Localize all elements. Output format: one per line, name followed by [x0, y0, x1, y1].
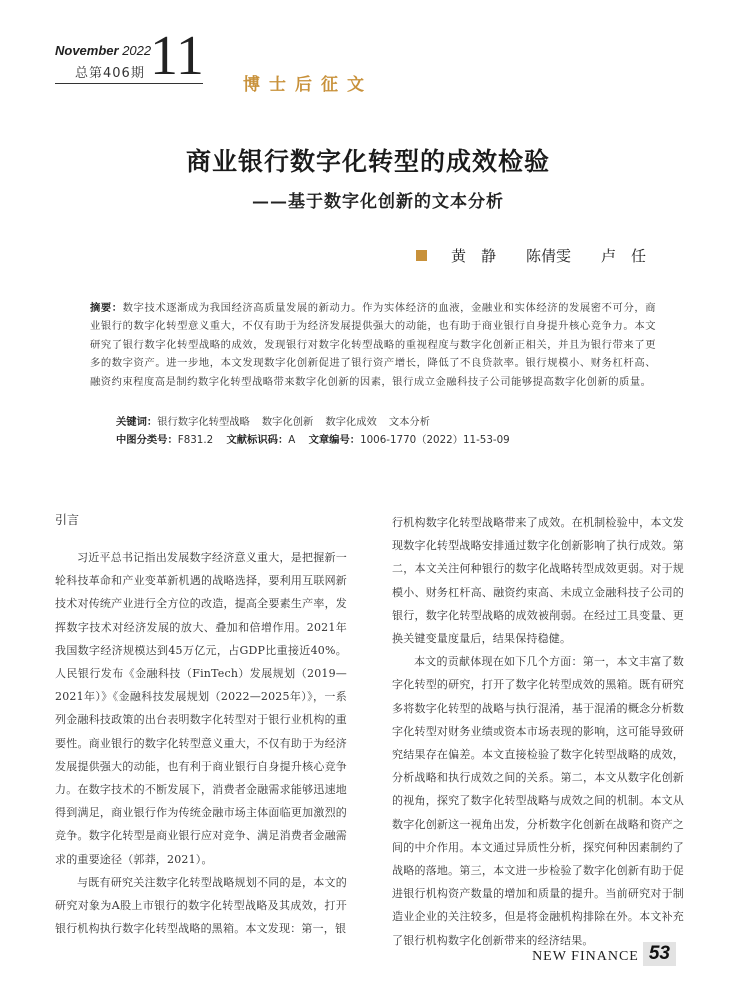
keywords-label: 关键词： [116, 416, 158, 428]
keyword: 数字化成效 [325, 416, 377, 428]
classification-line [116, 431, 520, 449]
abstract-text: 数字技术逐渐成为我国经济高质量发展的新动力。作为实体经济的血液，金融业和实体经济的发展密不可分，商业银行的数字化转型意义重大，不仅有助于为经济发展提供强大的动能，也有助于商业银行自身提升核心竞争力。本文研究了银行数字化转型战略的成效，发现银行对数字化转型战略的重视程度与数字化创新正相关，并且为银行带来了更多的数字资产。进一步地，本文发现数字化创新促进了银行资产增长，降低了不良贷款率。银行规模小、财务杠杆高、融资约束程度高是制约数字化转型战略带来数字化创新的因素，银行成立金融科技子公司能够提高数字化创新的质量。 [90, 302, 657, 388]
author-bullet-icon [416, 250, 427, 261]
journal-brand: NEW FINANCE [532, 949, 639, 964]
cls-label: 中图分类号： [116, 434, 178, 446]
author-name: 陈倩雯 [525, 247, 571, 265]
doc-code-value: A [288, 434, 296, 446]
cls-value: F831.2 [177, 434, 214, 446]
keyword: 银行数字化转型战略 [157, 416, 250, 428]
author-list [416, 245, 646, 266]
keywords [116, 413, 442, 431]
paragraph: 习近平总书记指出发展数字经济意义重大，是把握新一轮科技革命和产业变革新机遇的战略选择，要利用互联网新技术对传统产业进行全方位的改造，提高全要素生产率，发挥数字技术对经济发展的放大、叠加和倍增作用。2021年我国数字经济规模达到45万亿元，占GDP比重接近40%。人民银行发布《金融科技（FinTech）发展规划（2019—2021年）》《金融科技发展规划（2022—2025年）》，一系列金融科技政策的出台表明数字化转型对于银行业机构的重要性。商业银行的数字化转型意义重大，不仅有助于为经济发展提供强大的动能，也有利于商业银行自身提升核心竞争力。在数字技术的不断发展下，消费者金融需求能够迅速地得到满足，商业银行作为传统金融市场主体面临更加激烈的竞争。数字化转型是商业银行应对竞争、满足消费者金融需求的重要途径（郭莽，2021）。 [55, 551, 347, 866]
page-footer [532, 942, 676, 966]
doc-code-label: 文献标识码： [226, 434, 289, 446]
article-number-value: 1006-1770（2022）11-53-09 [360, 434, 510, 446]
paragraph: 与既有研究关注数字化转型战略规划不同的是，本文的研究对象为A股上市银行的数字化转型战略及其成效，打开银行机构执行数字化转型战略的黑箱。本文发现：第一，银 [55, 875, 347, 936]
issue-total: 总第406期 [75, 66, 145, 81]
issue-number: 11 [150, 25, 204, 87]
paragraph: 行机构数字化转型战略带来了成效。在机制检验中，本文发现数字化转型战略安排通过数字化创新影响了执行成效。第二，本文关注何种银行的数字化战略转型成效更弱。对于规模小、财务杠杆高、融资约束高、未成立金融科技子公司的银行，数字化转型战略的成效被削弱。在经过工具变量、更换关键变量度量后，结果保持稳健。 [392, 516, 684, 646]
article-number-label: 文章编号： [308, 434, 361, 446]
abstract-label: 摘要： [90, 302, 123, 314]
body-column-right [392, 511, 684, 952]
page-number: 53 [643, 942, 676, 966]
author-name: 卢 任 [600, 247, 646, 265]
body-column-left [55, 546, 347, 940]
article-subtitle: ——基于数字化创新的文本分析 [252, 192, 504, 212]
section-heading: 引言 [55, 513, 80, 527]
keyword: 数字化创新 [261, 416, 314, 428]
article-title: 商业银行数字化转型的成效检验 [185, 147, 550, 176]
header-divider [55, 83, 203, 84]
keyword: 文本分析 [388, 416, 431, 428]
author-name: 黄 静 [450, 247, 496, 265]
section-title: 博士后征文 [243, 75, 373, 95]
paragraph: 本文的贡献体现在如下几个方面：第一，本文丰富了数字化转型的研究，打开了数字化转型成效的黑箱。既有研究多将数字化转型的战略与执行混淆，基于混淆的概念分析数字化转型对财务业绩或资本市场表现的影响，这可能导致研究结果存在偏差。本文直接检验了数字化转型战略的成效，分析战略和执行成效之间的关系。第二，本文从数字化创新的视角，探究了数字化转型战略与成效之间的机制。本文从数字化创新这一视角出发，分析数字化创新在战略和资产之间的中介作用。本文通过异质性分析，探究何种因素制约了战略的落地。第三，本文进一步检验了数字化创新有助于促进银行机构资产数量的增加和质量的提升。当前研究对于制造业企业的关注较多，但是将金融机构排除在外。本文补充了银行机构数字化创新带来的经济结果。 [392, 655, 684, 947]
abstract [90, 299, 656, 391]
issue-month: November 2022 [55, 43, 152, 58]
